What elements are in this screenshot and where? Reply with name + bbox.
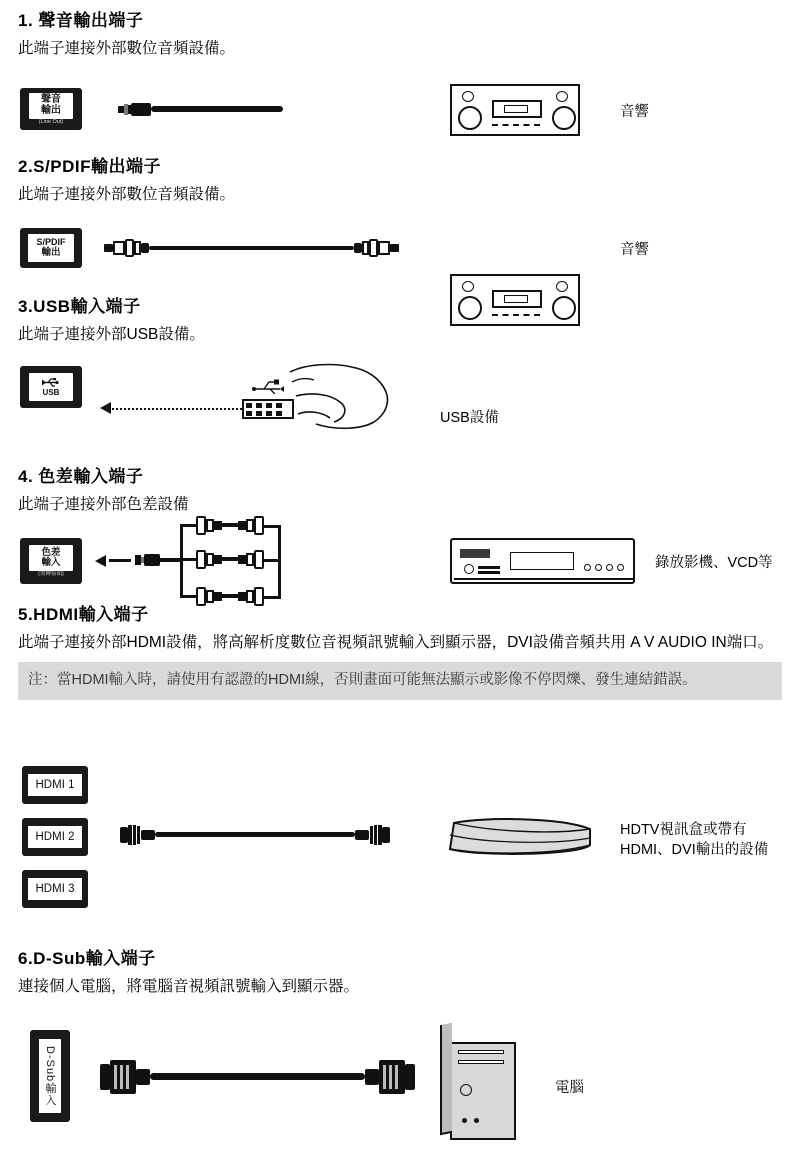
usb-icon [41, 377, 61, 388]
section-description: 連接個人電腦，將電腦音視頻訊號輸入到顯示器。 [18, 978, 360, 995]
device-label-stereo-1: 音響 [620, 104, 649, 120]
port-badge-label: HDMI 3 [28, 878, 82, 900]
device-label-pc: 電腦 [555, 1080, 584, 1096]
section-hdmi-in [0, 600, 800, 700]
port-badge-line2: 輸入 [41, 556, 61, 568]
device-label-hdmi-line1: HDTV視訊盒或帶有 [620, 822, 747, 838]
vcr-device [450, 538, 635, 584]
section-dsub-in [0, 944, 800, 998]
port-badge-component [20, 538, 82, 584]
port-badge-label: HDMI 1 [28, 774, 82, 796]
section-title: 1. 聲音輸出端子 [18, 11, 144, 30]
section-description: 此端子連接外部數位音頻設備。 [18, 186, 236, 203]
port-badge-line2: 輸出 [41, 246, 61, 258]
port-badge-line2: 輸出 [41, 104, 61, 116]
section-title: 6.D-Sub輸入端子 [18, 949, 156, 968]
port-badge-hdmi-2 [22, 818, 88, 856]
usb-connection-graphic [100, 362, 430, 432]
stereo-device-1 [450, 84, 580, 136]
vga-cable [100, 1058, 450, 1096]
port-badge-hdmi-3 [22, 870, 88, 908]
pc-tower-device [440, 1022, 530, 1142]
section-description: 此端子連接外部色差設備 [18, 496, 189, 513]
port-badge-label: HDMI 2 [28, 826, 82, 848]
port-badge-spdif [20, 228, 82, 268]
port-badge-sub: (需轉接頭) [38, 570, 64, 577]
section-title: 4. 色差輸入端子 [18, 467, 144, 486]
hand-icon [286, 362, 406, 432]
device-label-vcr: 錄放影機、VCD等 [655, 555, 773, 571]
hdmi-cable [120, 822, 440, 852]
component-cable-harness [95, 510, 415, 610]
audio-jack-cable [118, 100, 283, 120]
rca-cable [104, 232, 404, 264]
port-badge-hdmi-1 [22, 766, 88, 804]
section-audio-line-out [0, 6, 800, 60]
device-label-hdmi-line2: HDMI、DVI輸出的設備 [620, 842, 769, 858]
port-badge-line1: 色差 [41, 546, 61, 558]
section-title: 5.HDMI輸入端子 [18, 605, 149, 624]
section-title: 2.S/PDIF輸出端子 [18, 157, 161, 176]
port-badge-usb [20, 366, 82, 408]
section-usb-in [0, 292, 800, 346]
section-description: 此端子連接外部HDMI設備，將高解析度數位音視頻訊號輸入到顯示器，DVI設備音頻共用 A V AUDIO IN端口。 [18, 634, 774, 651]
section-description: 此端子連接外部數位音頻設備。 [18, 40, 236, 57]
port-badge-label: D-Sub輸入 [39, 1039, 61, 1113]
device-label-stereo-2: 音響 [620, 242, 649, 258]
port-badge-audio-out [20, 88, 82, 130]
section-spdif-out [0, 152, 800, 206]
port-badge-line1: USB [42, 387, 60, 397]
set-top-box-device [440, 815, 600, 863]
port-badge-dsub [30, 1030, 70, 1122]
section-title: 3.USB輸入端子 [18, 297, 141, 316]
port-badge-line1: 聲音 [41, 94, 61, 106]
section-component-in [0, 462, 800, 516]
hdmi-note: 注：當HDMI輸入時，請使用有認證的HDMI線，否則畫面可能無法顯示或影像不停閃爍、發生連結錯誤。 [18, 662, 782, 699]
port-badge-line1: S/PDIF [36, 237, 66, 248]
device-label-usb: USB設備 [440, 410, 499, 426]
port-badge-sub: (Line Out) [38, 118, 64, 125]
usb-symbol-icon [250, 374, 290, 394]
section-description: 此端子連接外部USB設備。 [18, 326, 205, 343]
